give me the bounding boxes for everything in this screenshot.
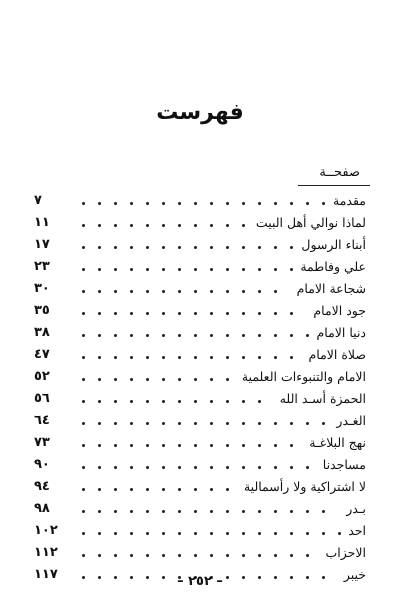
leader-dot (82, 510, 85, 513)
leader-dot (162, 224, 165, 227)
leader-dot (274, 312, 277, 315)
toc-entry-page: ٧٣ (34, 435, 50, 450)
toc-entry[interactable] (34, 454, 366, 476)
leader-dot (194, 202, 197, 205)
toc-entry-title: لماذا نوالي أهل البيت (254, 212, 366, 234)
leader-dot (242, 466, 245, 469)
leader-dot (178, 488, 181, 491)
toc-entry-title: علي وفاطمة (298, 256, 366, 278)
leader-dot (274, 290, 277, 293)
leader-dot (322, 510, 325, 513)
leader-dot (306, 554, 309, 557)
leader-dot (114, 246, 117, 249)
leader-dot (226, 488, 229, 491)
leader-dot (242, 422, 245, 425)
leader-dot (178, 202, 181, 205)
leader-dot (162, 202, 165, 205)
leader-dot (130, 532, 133, 535)
leader-dot (130, 466, 133, 469)
toc-entry[interactable] (34, 410, 366, 432)
toc-entry-page: ٣٨ (34, 325, 50, 340)
toc-entry[interactable] (34, 498, 366, 520)
leader-dot (98, 356, 101, 359)
leader-dot (162, 268, 165, 271)
leader-dot (258, 466, 261, 469)
leader-dot (114, 334, 117, 337)
leader-dot (226, 356, 229, 359)
toc-entry-page: ٩٨ (34, 501, 50, 516)
leader-dot (194, 466, 197, 469)
leader-dot (98, 378, 101, 381)
leader-dot (194, 246, 197, 249)
toc-entry-title: مقدمة (331, 190, 366, 212)
leader-dot (194, 532, 197, 535)
leader-dot (226, 510, 229, 513)
leader-dot (98, 510, 101, 513)
dot-leader (78, 190, 366, 212)
leader-dot (194, 422, 197, 425)
leader-dot (242, 224, 245, 227)
leader-dot (290, 202, 293, 205)
leader-dot (210, 378, 213, 381)
leader-dot (114, 356, 117, 359)
leader-dot (114, 532, 117, 535)
toc-entry-title: أبناء الرسول (299, 234, 366, 256)
toc-entry-title: احد (346, 520, 366, 542)
toc-entry-page: ١٧ (34, 237, 50, 252)
leader-dot (130, 246, 133, 249)
leader-dot (162, 510, 165, 513)
leader-dot (162, 422, 165, 425)
page-column-rule (298, 185, 370, 186)
leader-dot (114, 554, 117, 557)
leader-dot (114, 202, 117, 205)
leader-dot (178, 444, 181, 447)
leader-dot (226, 290, 229, 293)
leader-dot (146, 510, 149, 513)
leader-dot (178, 466, 181, 469)
toc-entry-title: الاحزاب (324, 542, 366, 564)
leader-dot (258, 554, 261, 557)
leader-dot (130, 356, 133, 359)
leader-dot (226, 334, 229, 337)
leader-dot (226, 554, 229, 557)
leader-dot (82, 334, 85, 337)
leader-dot (146, 444, 149, 447)
leader-dot (146, 202, 149, 205)
leader-dot (290, 356, 293, 359)
leader-dot (162, 444, 165, 447)
leader-dot (226, 246, 229, 249)
leader-dot (162, 290, 165, 293)
leader-dot (114, 312, 117, 315)
leader-dot (178, 246, 181, 249)
leader-dot (178, 422, 181, 425)
leader-dot (290, 268, 293, 271)
toc-entry-title: شجاعة الامام (295, 278, 366, 300)
leader-dot (114, 466, 117, 469)
leader-dot (162, 378, 165, 381)
leader-dot (178, 334, 181, 337)
leader-dot (162, 334, 165, 337)
leader-dot (162, 246, 165, 249)
leader-dot (210, 312, 213, 315)
leader-dot (114, 290, 117, 293)
toc-entry-page: ٥٢ (34, 369, 50, 384)
leader-dot (146, 488, 149, 491)
leader-dot (290, 554, 293, 557)
leader-dot (98, 532, 101, 535)
leader-dot (210, 246, 213, 249)
leader-dot (130, 444, 133, 447)
leader-dot (98, 554, 101, 557)
dot-leader (78, 410, 366, 432)
leader-dot (306, 466, 309, 469)
leader-dot (114, 268, 117, 271)
toc-entry-page: ٧ (34, 193, 42, 208)
leader-dot (226, 422, 229, 425)
toc-entry[interactable] (34, 212, 366, 234)
leader-dot (178, 378, 181, 381)
leader-dot (226, 444, 229, 447)
leader-dot (210, 554, 213, 557)
leader-dot (146, 466, 149, 469)
leader-dot (146, 400, 149, 403)
leader-dot (290, 444, 293, 447)
leader-dot (194, 488, 197, 491)
leader-dot (98, 488, 101, 491)
leader-dot (258, 444, 261, 447)
leader-dot (82, 532, 85, 535)
leader-dot (290, 510, 293, 513)
leader-dot (194, 334, 197, 337)
leader-dot (130, 510, 133, 513)
leader-dot (210, 532, 213, 535)
leader-dot (146, 224, 149, 227)
leader-dot (242, 290, 245, 293)
toc-entry[interactable] (34, 432, 366, 454)
leader-dot (194, 268, 197, 271)
leader-dot (226, 532, 229, 535)
toc-entry-title: خيبر (342, 564, 366, 586)
leader-dot (82, 356, 85, 359)
leader-dot (226, 202, 229, 205)
leader-dot (258, 422, 261, 425)
leader-dot (290, 334, 293, 337)
leader-dot (194, 224, 197, 227)
leader-dot (146, 246, 149, 249)
leader-dot (210, 224, 213, 227)
toc-entry-page: ٥٦ (34, 391, 50, 406)
leader-dot (98, 422, 101, 425)
toc-entry[interactable] (34, 520, 366, 542)
toc-entry-title: صلاة الامام (307, 344, 366, 366)
leader-dot (242, 268, 245, 271)
toc-entry-page: ٤٧ (34, 347, 50, 362)
leader-dot (178, 510, 181, 513)
leader-dot (290, 246, 293, 249)
leader-dot (82, 422, 85, 425)
leader-dot (322, 422, 325, 425)
toc-entry[interactable] (34, 256, 366, 278)
leader-dot (130, 224, 133, 227)
toc-entry-title: نهج البلاغـة (307, 432, 366, 454)
leader-dot (178, 290, 181, 293)
leader-dot (306, 422, 309, 425)
leader-dot (226, 224, 229, 227)
leader-dot (98, 466, 101, 469)
leader-dot (194, 378, 197, 381)
leader-dot (210, 202, 213, 205)
toc-entry-title: الامام والتنبوءات العلمية (240, 366, 366, 388)
leader-dot (242, 400, 245, 403)
leader-dot (98, 268, 101, 271)
toc-entry-title: مساجدنا (321, 454, 366, 476)
toc-entry[interactable] (34, 542, 366, 564)
leader-dot (98, 400, 101, 403)
leader-dot (210, 400, 213, 403)
leader-dot (162, 356, 165, 359)
leader-dot (322, 202, 325, 205)
leader-dot (130, 554, 133, 557)
leader-dot (274, 268, 277, 271)
leader-dot (274, 422, 277, 425)
leader-dot (290, 422, 293, 425)
leader-dot (146, 312, 149, 315)
leader-dot (290, 532, 293, 535)
leader-dot (210, 334, 213, 337)
toc-entry-title: الغـدر (334, 410, 366, 432)
leader-dot (98, 312, 101, 315)
leader-dot (274, 532, 277, 535)
toc-entry[interactable] (34, 388, 366, 410)
leader-dot (178, 268, 181, 271)
toc-entry[interactable] (34, 234, 366, 256)
leader-dot (274, 444, 277, 447)
leader-dot (210, 422, 213, 425)
leader-dot (306, 532, 309, 535)
leader-dot (114, 510, 117, 513)
leader-dot (130, 400, 133, 403)
leader-dot (82, 224, 85, 227)
leader-dot (226, 378, 229, 381)
leader-dot (242, 554, 245, 557)
leader-dot (338, 532, 341, 535)
leader-dot (258, 510, 261, 513)
leader-dot (194, 356, 197, 359)
leader-dot (194, 312, 197, 315)
leader-dot (82, 466, 85, 469)
leader-dot (258, 290, 261, 293)
leader-dot (210, 268, 213, 271)
leader-dot (194, 554, 197, 557)
toc-entry-page: ١٠٢ (34, 523, 58, 538)
leader-dot (290, 312, 293, 315)
leader-dot (98, 224, 101, 227)
leader-dot (114, 224, 117, 227)
toc-entry[interactable] (34, 300, 366, 322)
toc-entry[interactable] (34, 278, 366, 300)
leader-dot (82, 290, 85, 293)
leader-dot (146, 554, 149, 557)
leader-dot (114, 400, 117, 403)
leader-dot (82, 202, 85, 205)
leader-dot (306, 334, 309, 337)
leader-dot (178, 356, 181, 359)
toc-entry-title: دنيا الامام (315, 322, 366, 344)
leader-dot (130, 334, 133, 337)
leader-dot (130, 290, 133, 293)
leader-dot (146, 532, 149, 535)
toc-entry-title: الحمزة أسـد الله (278, 388, 366, 410)
leader-dot (82, 400, 85, 403)
leader-dot (226, 268, 229, 271)
leader-dot (306, 202, 309, 205)
leader-dot (274, 554, 277, 557)
leader-dot (242, 246, 245, 249)
leader-dot (130, 378, 133, 381)
leader-dot (258, 334, 261, 337)
leader-dot (258, 246, 261, 249)
leader-dot (274, 334, 277, 337)
leader-dot (146, 422, 149, 425)
leader-dot (258, 400, 261, 403)
leader-dot (242, 510, 245, 513)
leader-dot (98, 290, 101, 293)
toc-entry[interactable] (34, 476, 366, 498)
toc-entry-page: ٣٥ (34, 303, 50, 318)
leader-dot (194, 290, 197, 293)
toc-entry-title: بـدر (344, 498, 366, 520)
leader-dot (194, 510, 197, 513)
leader-dot (242, 532, 245, 535)
leader-dot (114, 488, 117, 491)
toc-entry-page: ١١٧ (34, 567, 58, 582)
leader-dot (210, 488, 213, 491)
leader-dot (146, 356, 149, 359)
toc-entry-page: ١١٢ (34, 545, 58, 560)
leader-dot (274, 202, 277, 205)
leader-dot (210, 510, 213, 513)
leader-dot (226, 312, 229, 315)
leader-dot (322, 532, 325, 535)
leader-dot (162, 488, 165, 491)
leader-dot (226, 466, 229, 469)
leader-dot (258, 268, 261, 271)
leader-dot (82, 488, 85, 491)
leader-dot (146, 334, 149, 337)
leader-dot (258, 202, 261, 205)
toc-entry-title: لا اشتراكية ولا رأسمالية (242, 476, 366, 498)
leader-dot (274, 356, 277, 359)
leader-dot (210, 444, 213, 447)
leader-dot (178, 312, 181, 315)
leader-dot (130, 422, 133, 425)
leader-dot (258, 312, 261, 315)
leader-dot (130, 488, 133, 491)
dot-leader (78, 498, 366, 520)
leader-dot (242, 444, 245, 447)
leader-dot (82, 554, 85, 557)
leader-dot (210, 356, 213, 359)
leader-dot (290, 466, 293, 469)
leader-dot (98, 444, 101, 447)
leader-dot (178, 400, 181, 403)
leader-dot (146, 290, 149, 293)
leader-dot (258, 532, 261, 535)
leader-dot (162, 554, 165, 557)
table-of-contents (34, 190, 366, 586)
leader-dot (146, 378, 149, 381)
leader-dot (274, 466, 277, 469)
leader-dot (242, 334, 245, 337)
toc-entry-page: ٩٠ (34, 457, 50, 472)
leader-dot (82, 246, 85, 249)
leader-dot (114, 378, 117, 381)
page-number-footer: – ٢٥٢ – (177, 574, 223, 589)
page-title: فهرست (156, 100, 244, 125)
leader-dot (146, 268, 149, 271)
toc-entry-title: جود الامام (311, 300, 366, 322)
leader-dot (178, 554, 181, 557)
toc-entry-page: ٢٣ (34, 259, 50, 274)
leader-dot (82, 378, 85, 381)
leader-dot (274, 510, 277, 513)
leader-dot (98, 334, 101, 337)
toc-entry-page: ٩٤ (34, 479, 50, 494)
leader-dot (242, 312, 245, 315)
leader-dot (98, 202, 101, 205)
toc-entry[interactable] (34, 322, 366, 344)
leader-dot (242, 202, 245, 205)
leader-dot (82, 268, 85, 271)
toc-entry-page: ٣٠ (34, 281, 50, 296)
leader-dot (210, 466, 213, 469)
leader-dot (82, 312, 85, 315)
toc-entry[interactable] (34, 190, 366, 212)
toc-entry-page: ٦٤ (34, 413, 50, 428)
leader-dot (242, 356, 245, 359)
leader-dot (98, 246, 101, 249)
leader-dot (162, 466, 165, 469)
leader-dot (114, 444, 117, 447)
leader-dot (274, 246, 277, 249)
leader-dot (306, 510, 309, 513)
leader-dot (162, 532, 165, 535)
leader-dot (194, 400, 197, 403)
leader-dot (130, 268, 133, 271)
toc-entry[interactable] (34, 366, 366, 388)
leader-dot (114, 422, 117, 425)
leader-dot (130, 202, 133, 205)
leader-dot (226, 400, 229, 403)
leader-dot (162, 312, 165, 315)
toc-entry[interactable] (34, 344, 366, 366)
dot-leader (78, 520, 366, 542)
leader-dot (194, 444, 197, 447)
leader-dot (178, 532, 181, 535)
leader-dot (178, 224, 181, 227)
toc-entry-page: ١١ (34, 215, 50, 230)
leader-dot (130, 312, 133, 315)
page-column-label: صفحــة (319, 165, 360, 180)
leader-dot (162, 400, 165, 403)
leader-dot (258, 356, 261, 359)
leader-dot (210, 290, 213, 293)
leader-dot (82, 444, 85, 447)
